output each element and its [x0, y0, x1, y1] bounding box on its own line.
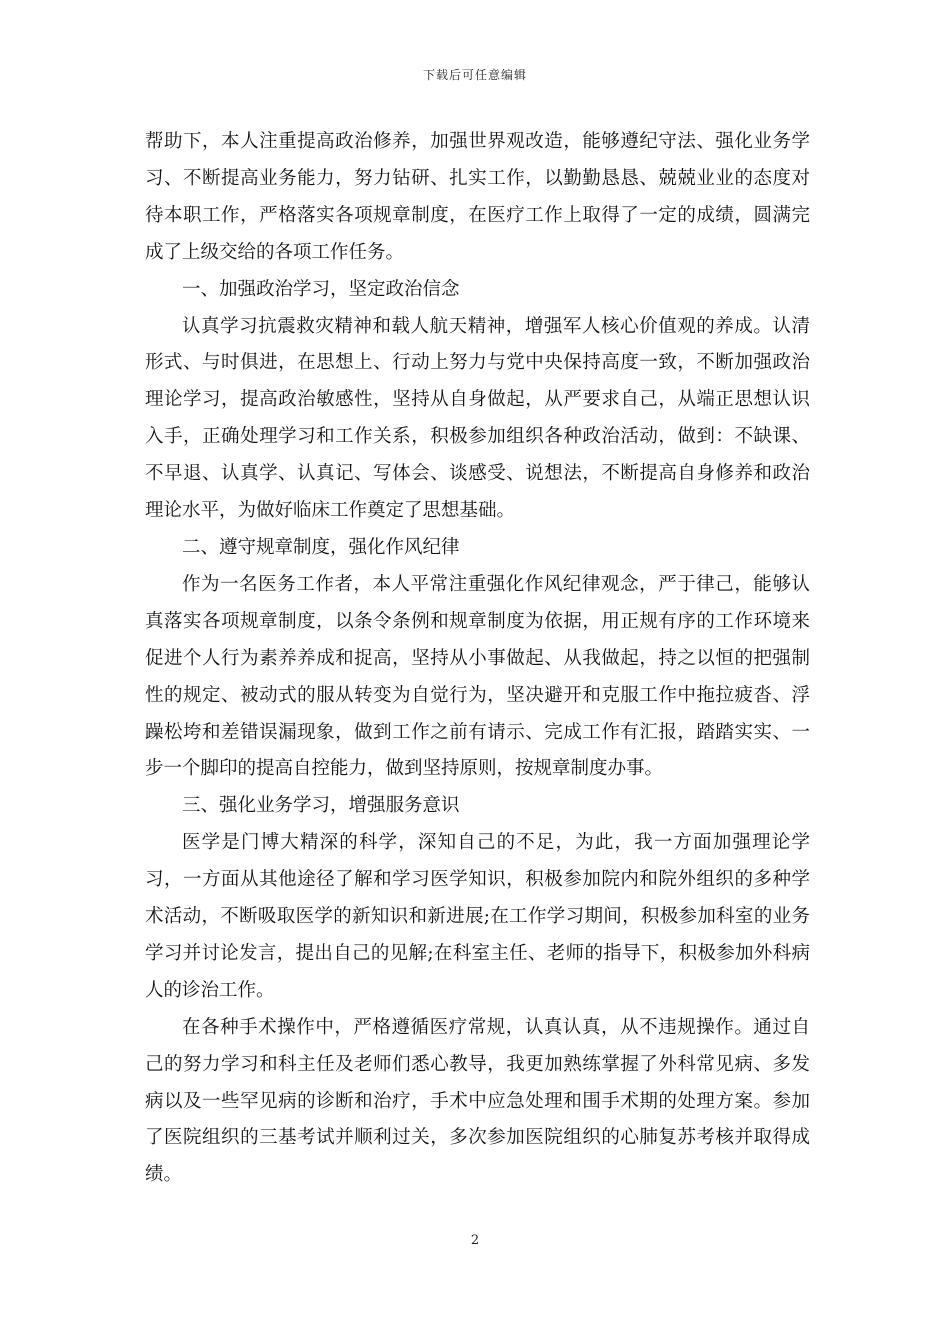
document-body	[145, 124, 810, 1194]
page-number: 2	[470, 1233, 480, 1248]
section-heading-1: 一、加强政治学习，坚定政治信念	[182, 278, 460, 300]
paragraph-political-study: 认真学习抗震救灾精神和载人航天精神，增强军人核心价值观的养成。认清形式、与时俱进，在思想上、行动上努力与党中央保持高度一致，不断加强政治理论学习，提高政治敏感性，坚持从自身做起，从严要求自己，从端正思想认识入手，正确处理学习和工作关系，积极参加组织各种政治活动，做到：不缺课、不早退、认真学、认真记、写体会、谈感受、说想法，不断提高自身修养和政治理论水平，为做好临床工作奠定了思想基础。	[145, 315, 810, 522]
page-header: 下载后可任意编辑	[422, 68, 527, 82]
paragraph-professional-study: 医学是门博大精深的科学，深知自己的不足，为此，我一方面加强理论学习，一方面从其他途径了解和学习医学知识，积极参加院内和院外组织的多种学术活动，不断吸取医学的新知识和新进展;在工作学习期间，积极参加科室的业务学习并讨论发言，提出自己的见解;在科室主任、老师的指导下，积极参加外科病人的诊治工作。	[145, 832, 810, 1001]
section-heading-2: 二、遵守规章制度，强化作风纪律	[182, 536, 460, 558]
paragraph-intro: 帮助下，本人注重提高政治修养，加强世界观改造，能够遵纪守法、强化业务学习、不断提高业务能力，努力钻研、扎实工作，以勤勤恳恳、兢兢业业的态度对待本职工作，严格落实各项规章制度，在医疗工作上取得了一定的成绩，圆满完成了上级交给的各项工作任务。	[145, 131, 810, 263]
section-heading-3: 三、强化业务学习，增强服务意识	[182, 795, 460, 817]
paragraph-surgery: 在各种手术操作中，严格遵循医疗常规，认真认真，从不违规操作。通过自己的努力学习和科主任及老师们悉心教导，我更加熟练掌握了外科常见病、多发病以及一些罕见病的诊断和治疗，手术中应急处理和围手术期的处理方案。参加了医院组织的三基考试并顺利过关，多次参加医院组织的心肺复苏考核并取得成绩。	[145, 1016, 810, 1186]
paragraph-discipline: 作为一名医务工作者，本人平常注重强化作风纪律观念，严于律己，能够认真落实各项规章制度，以条令条例和规章制度为依据，用正规有序的工作环境来促进个人行为素养养成和捉高，坚持从小事做起、从我做起，持之以恒的把强制性的规定、被动式的服从转变为自觉行为，坚决避开和克服工作中拖拉疲沓、浮躁松垮和差错误漏现象，做到工作之前有请示、完成工作有汇报，踏踏实实、一步一个脚印的提高自控能力，做到坚持原则，按规章制度办事。	[145, 573, 810, 780]
